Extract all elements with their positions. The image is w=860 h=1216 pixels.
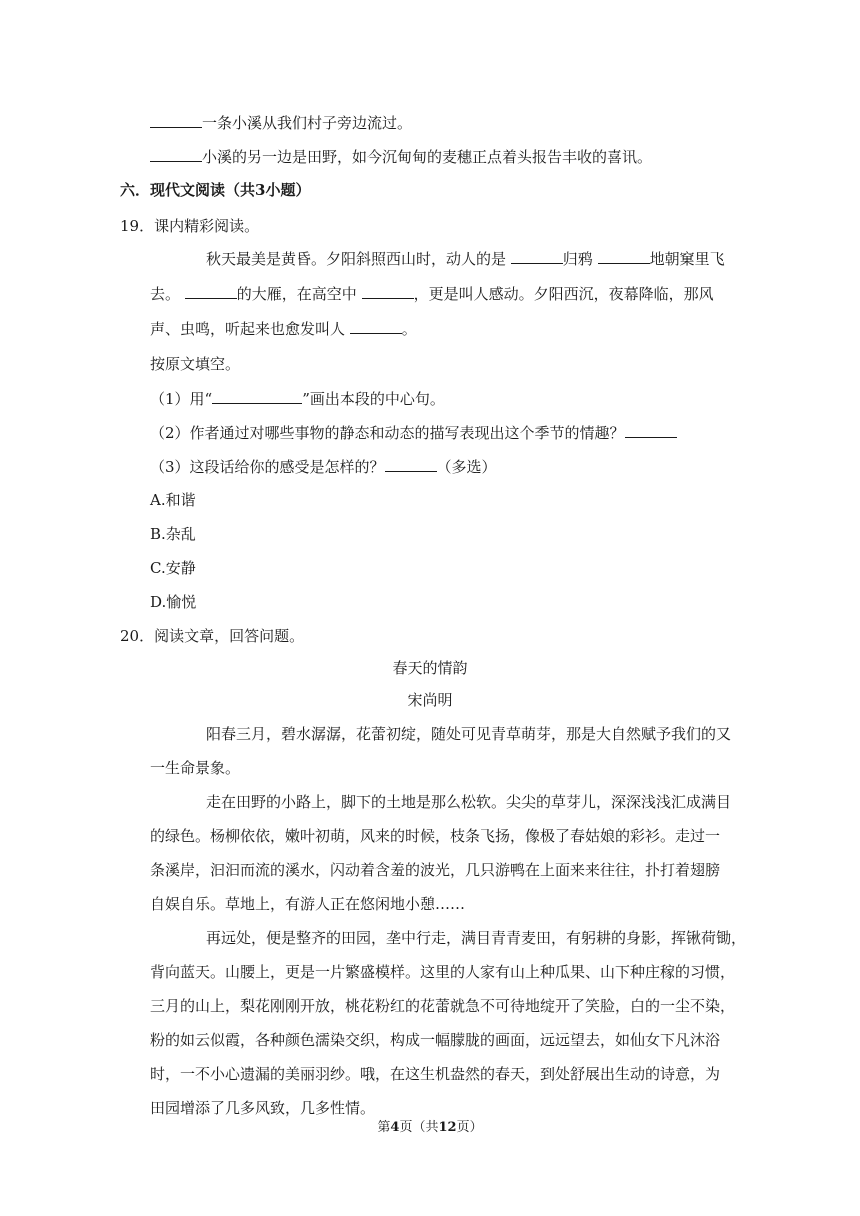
answer-blank[interactable]: [212, 388, 302, 404]
sub-question-text: ”画出本段的中心句。: [302, 390, 445, 408]
article-line: 走在田野的小路上，脚下的土地是那么松软。尖尖的草芽儿，深深浅浅汇成满目: [206, 793, 732, 811]
article-line: 一生命景象。: [150, 759, 241, 777]
q19-sub-2: [150, 422, 677, 443]
q19-passage-line-3: [150, 318, 417, 339]
answer-blank[interactable]: [625, 422, 677, 438]
option-b[interactable]: B.杂乱: [150, 525, 196, 543]
article-line: 的绿色。杨柳依依，嫩叶初萌，风来的时候，枝条飞扬，像极了春姑娘的彩衫。走过一: [150, 827, 721, 845]
sub-question-text: （多选）: [436, 458, 497, 476]
article-line: 三月的山上，梨花刚刚开放，桃花粉红的花蕾就急不可待地绽开了笑脸，白的一尘不染，: [150, 997, 736, 1015]
article-line: 再远处，便是整齐的田园，垄中行走，满目青青麦田，有躬耕的身影，挥锹荷锄，: [206, 929, 747, 947]
answer-blank[interactable]: [511, 248, 563, 264]
fill-line-1: [150, 112, 412, 133]
q19-sub-1: [150, 388, 445, 409]
answer-blank[interactable]: [385, 456, 437, 472]
fill-line-1-text: 一条小溪从我们村子旁边流过。: [202, 114, 413, 132]
page-total: 12: [438, 1120, 457, 1135]
section-heading: 六．现代文阅读（共3小题）: [120, 181, 311, 199]
q19-sub-3: [150, 456, 497, 477]
sub-question-text: （3）这段话给你的感受是怎样的？: [150, 458, 385, 476]
answer-blank[interactable]: [150, 112, 202, 128]
question-20-title: 20．阅读文章，回答问题。: [120, 627, 305, 645]
article-author: 宋尚明: [407, 691, 453, 709]
footer-text: 页（共: [399, 1120, 439, 1135]
footer-text: 第: [377, 1120, 391, 1135]
footer-text: 页）: [456, 1120, 483, 1135]
article-line: 自娱自乐。草地上，有游人正在悠闲地小憩……: [150, 895, 466, 913]
q19-passage-line-2: [150, 283, 714, 304]
passage-text: 。: [401, 320, 417, 338]
passage-text: 的大雁，在高空中: [236, 285, 362, 303]
passage-text: 声、虫鸣，听起来也愈发叫人: [150, 320, 350, 338]
page-footer: [0, 1118, 860, 1138]
q19-passage-line-1: [206, 248, 725, 269]
passage-text: 去。: [150, 285, 185, 303]
answer-blank[interactable]: [185, 283, 237, 299]
passage-text: 归鸦: [562, 250, 598, 268]
article-line: 时，一不小心遗漏的美丽羽纱。哦，在这生机盎然的春天，到处舒展出生动的诗意，为: [150, 1065, 721, 1083]
article-line: 背向蓝天。山腰上，更是一片繁盛模样。这里的人家有山上种瓜果、山下种庄稼的习惯，: [150, 963, 736, 981]
passage-text: 秋天最美是黄昏。夕阳斜照西山时，动人的是: [206, 250, 511, 268]
article-title: 春天的情韵: [392, 659, 468, 677]
article-line: 田园增添了几多风致，几多性情。: [150, 1099, 376, 1117]
q19-instruction: 按原文填空。: [150, 355, 241, 373]
sub-question-text: （1）用“: [150, 390, 213, 408]
fill-line-2-text: 小溪的另一边是田野，如今沉甸甸的麦穗正点着头报告丰收的喜讯。: [202, 148, 653, 166]
answer-blank[interactable]: [362, 283, 414, 299]
answer-blank[interactable]: [598, 248, 650, 264]
article-line: 粉的如云似霞，各种颜色濡染交织，构成一幅朦胧的画面，远远望去，如仙女下凡沐浴: [150, 1031, 721, 1049]
answer-blank[interactable]: [150, 146, 202, 162]
article-line: 条溪岸，汩汩而流的溪水，闪动着含羞的波光，几只游鸭在上面来来往往，扑打着翅膀: [150, 861, 721, 879]
option-d[interactable]: D.愉悦: [150, 593, 197, 611]
question-19-title: 19．课内精彩阅读。: [120, 217, 260, 235]
passage-text: 地朝窠里飞: [649, 250, 725, 268]
answer-blank[interactable]: [350, 318, 402, 334]
option-c[interactable]: C.安静: [150, 559, 196, 577]
article-line: 阳春三月，碧水潺潺，花蕾初绽，随处可见青草萌芽，那是大自然赋予我们的又: [206, 725, 732, 743]
option-a[interactable]: A.和谐: [150, 491, 196, 509]
fill-line-2: [150, 146, 652, 167]
page-number: 4: [390, 1120, 400, 1135]
sub-question-text: （2）作者通过对哪些事物的静态和动态的描写表现出这个季节的情趣？: [150, 424, 625, 442]
passage-text: ，更是叫人感动。夕阳西沉，夜幕降临，那风: [413, 285, 714, 303]
